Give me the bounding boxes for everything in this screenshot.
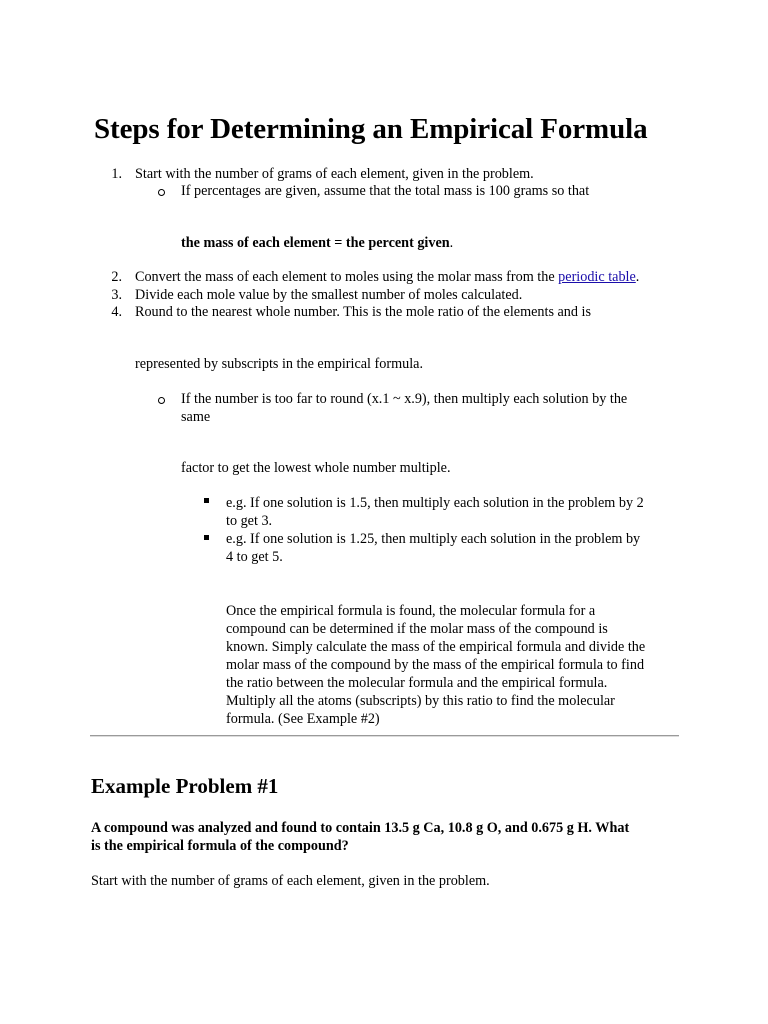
example-bullet-text-line2: 4 to get 5. [226, 549, 283, 565]
step-number: 3. [111, 287, 122, 303]
step-text: Round to the nearest whole number. This is the mole ratio of the elements and is [135, 304, 592, 320]
example-bullet-text: e.g. If one solution is 1.5, then multiply each solution in the problem by 2 [226, 495, 644, 511]
example-bullet-text: e.g. If one solution is 1.25, then multiply each solution in the problem by [226, 531, 641, 547]
step-text: Divide each mole value by the smallest number of moles calculated. [135, 287, 523, 303]
question-line: A compound was analyzed and found to contain 13.5 g Ca, 10.8 g O, and 0.675 g H. What [91, 820, 630, 836]
step-text: Start with the number of grams of each element, given in the problem. [135, 166, 534, 182]
periodic-table-link[interactable]: periodic table [558, 269, 636, 285]
step-number: 2. [111, 269, 122, 285]
square-bullet-icon [204, 535, 209, 540]
step-number: 1. [111, 166, 122, 182]
square-bullet-icon [204, 498, 209, 503]
question-line: is the empirical formula of the compound? [91, 838, 349, 854]
example-question [91, 819, 629, 855]
sub-bullet-continuation [181, 234, 453, 252]
horizontal-rule [90, 735, 679, 737]
page-title: Steps for Determining an Empirical Formula [94, 113, 648, 145]
paragraph-line: Once the empirical formula is found, the molecular formula for a [226, 603, 596, 619]
sub-bullet-continuation: factor to get the lowest whole number multiple. [181, 460, 451, 476]
sub-bullet-text-line2: same [181, 409, 211, 425]
circle-bullet-icon [158, 397, 165, 404]
paragraph-line: Multiply all the atoms (subscripts) by this ratio to find the molecular [226, 693, 615, 709]
circle-bullet-icon [158, 189, 165, 196]
step-continuation: represented by subscripts in the empirical formula. [135, 356, 423, 372]
paragraph-line: the ratio between the molecular formula and the empirical formula. [226, 675, 608, 691]
step-text-part: Convert the mass of each element to moles using the molar mass from the [135, 269, 559, 285]
paragraph-line: known. Simply calculate the mass of the empirical formula and divide the [226, 639, 646, 655]
example-bullet-text-line2: to get 3. [226, 513, 273, 529]
bold-text: the mass of each element = the percent given [181, 235, 450, 251]
sub-bullet-text: If the number is too far to round (x.1 ~ x.9), then multiply each solution by the [181, 391, 628, 407]
example-start-text: Start with the number of grams of each element, given in the problem. [91, 873, 490, 889]
sub-bullet-text: If percentages are given, assume that the total mass is 100 grams so that [181, 183, 590, 199]
step-text-part: . [635, 269, 640, 285]
period: . [449, 235, 454, 251]
molecular-paragraph [226, 602, 645, 728]
paragraph-line: formula. (See Example #2) [226, 711, 380, 727]
example-heading: Example Problem #1 [91, 774, 279, 798]
step-number: 4. [111, 304, 122, 320]
paragraph-line: compound can be determined if the molar mass of the compound is [226, 621, 608, 637]
paragraph-line: molar mass of the compound by the mass of the empirical formula to find [226, 657, 645, 673]
step-text [135, 268, 639, 286]
